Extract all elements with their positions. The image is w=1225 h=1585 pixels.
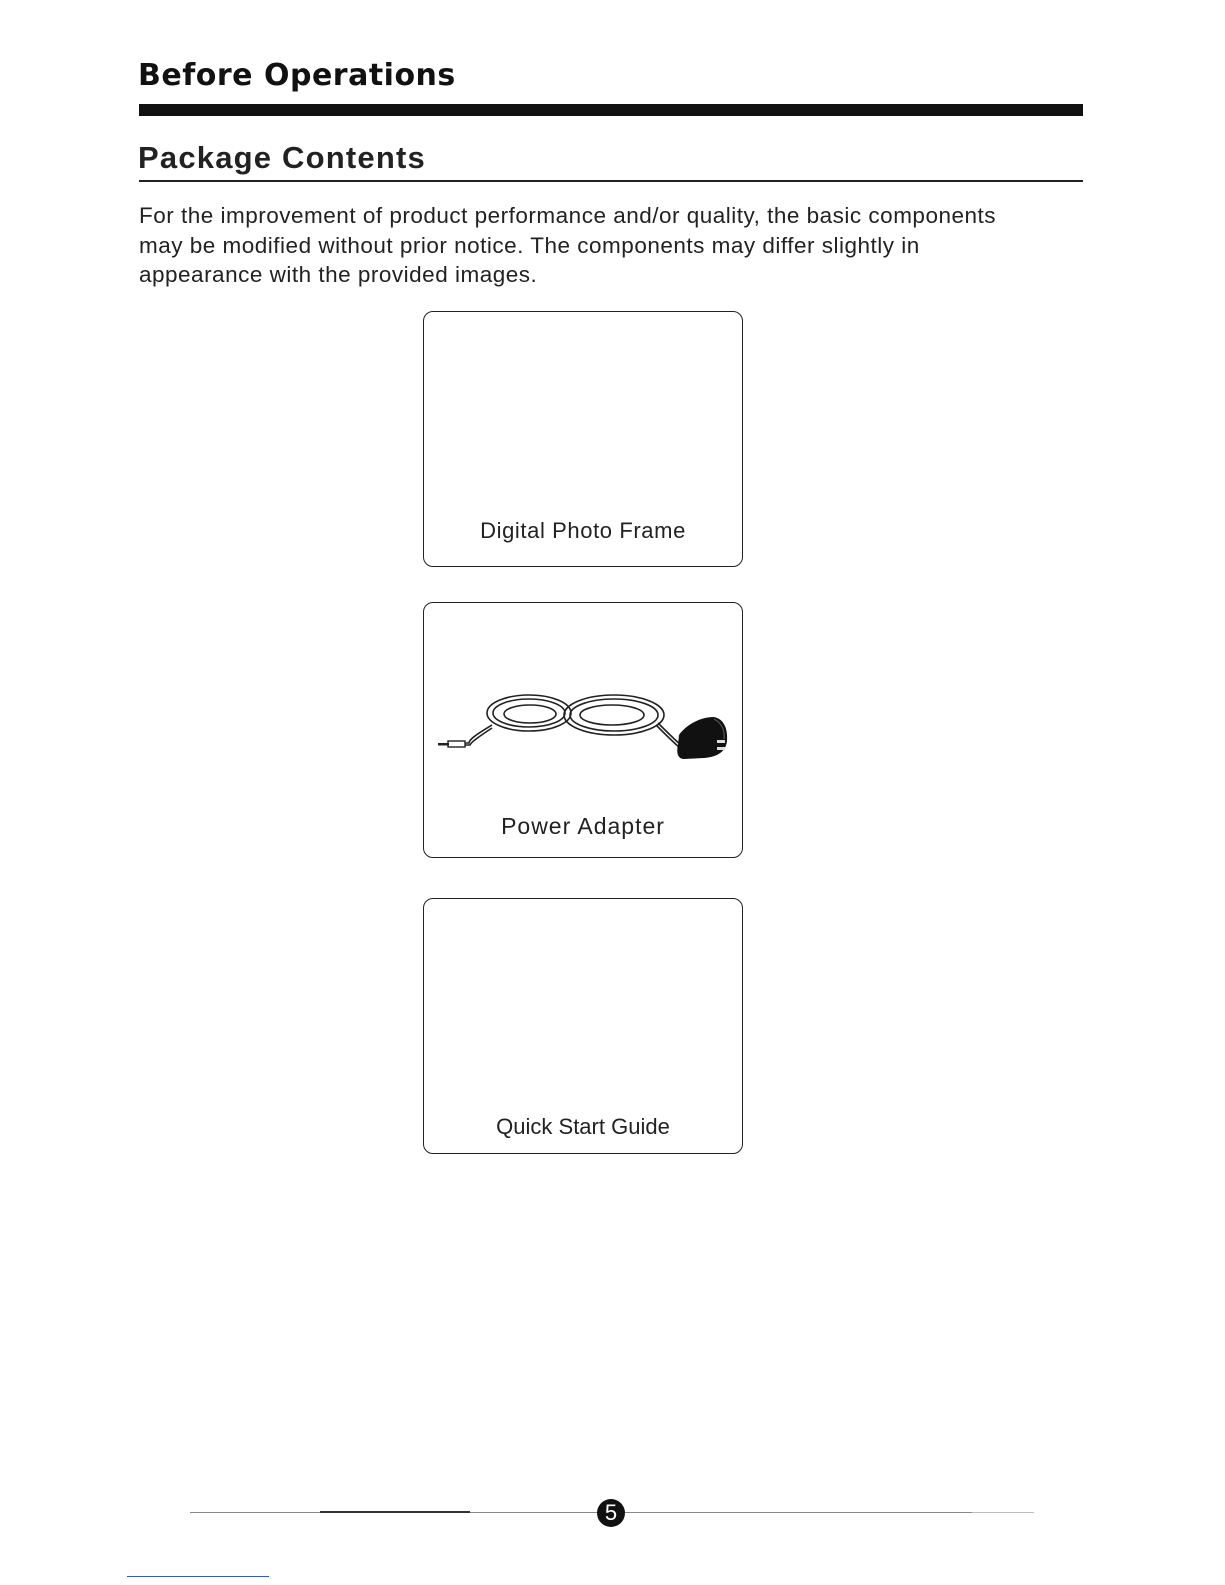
package-item-quick-start-guide [423, 898, 743, 1154]
chapter-title: Before Operations [138, 58, 456, 93]
item-label: Digital Photo Frame [480, 518, 686, 543]
header-divider-bar [139, 104, 1083, 116]
item-label: Quick Start Guide [496, 1114, 670, 1139]
footer-rule-right-light [972, 1512, 1034, 1513]
footer-rule-left-mid [470, 1512, 597, 1513]
footer-rule-left-light [190, 1512, 320, 1513]
footer-rule-left-dark [320, 1511, 470, 1513]
link-underline [127, 1576, 269, 1577]
section-title: Package Contents [138, 140, 426, 175]
package-item-photo-frame [423, 311, 743, 567]
page-number-badge: 5 [597, 1499, 625, 1527]
package-item-power-adapter [423, 602, 743, 858]
section-divider [139, 180, 1083, 182]
item-label: Power Adapter [501, 813, 665, 839]
intro-paragraph: For the improvement of product performance and/or quality, the basic components may be modified without prior notice. The components may differ slightly in appearance with the provided images. [139, 203, 997, 287]
footer-rule-right [625, 1512, 972, 1513]
power-adapter-icon [434, 673, 734, 793]
